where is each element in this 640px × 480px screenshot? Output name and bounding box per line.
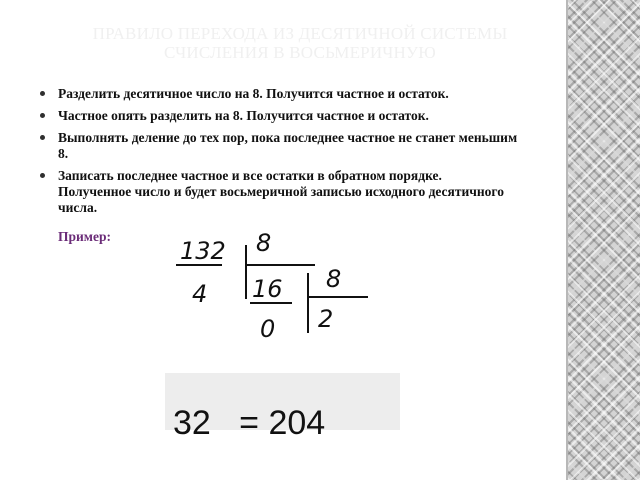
rules-list bbox=[38, 86, 518, 222]
divisor-1-text: 8 bbox=[256, 229, 272, 257]
result-text: 32 = 204 bbox=[173, 404, 326, 442]
rule-item-1: Разделить десятичное число на 8. Получится частное и остаток. bbox=[38, 86, 518, 102]
slide-title-line-2: СЧИСЛЕНИЯ В ВОСЬМЕРИЧНУЮ bbox=[164, 43, 436, 62]
remainder-2-text: 0 bbox=[260, 315, 276, 343]
rule-item-3: Выполнять деление до тех пор, пока последнее частное не станет меньшим 8. bbox=[38, 130, 518, 162]
slide-title bbox=[40, 24, 560, 62]
rule-item-2: Частное опять разделить на 8. Получится частное и остаток. bbox=[38, 108, 518, 124]
divisor-2-text: 8 bbox=[326, 265, 342, 293]
dividend-text: 132 bbox=[180, 237, 226, 265]
example-label: Пример: bbox=[58, 229, 111, 244]
long-division-figure bbox=[170, 229, 380, 345]
rule-item-4: Записать последнее частное и все остатки в обратном порядке. Полученное число и будет восьмеричной записью исходного десятичного числа. bbox=[38, 168, 518, 216]
decorative-side-panel bbox=[568, 0, 640, 480]
quotient-2-text: 2 bbox=[318, 305, 334, 333]
slide-title-line-1: ПРАВИЛО ПЕРЕХОДА ИЗ ДЕСЯТИЧНОЙ СИСТЕМЫ bbox=[92, 24, 508, 43]
result-box bbox=[165, 373, 400, 442]
quotient-1-text: 16 bbox=[252, 275, 283, 303]
remainder-1-text: 4 bbox=[192, 280, 208, 308]
